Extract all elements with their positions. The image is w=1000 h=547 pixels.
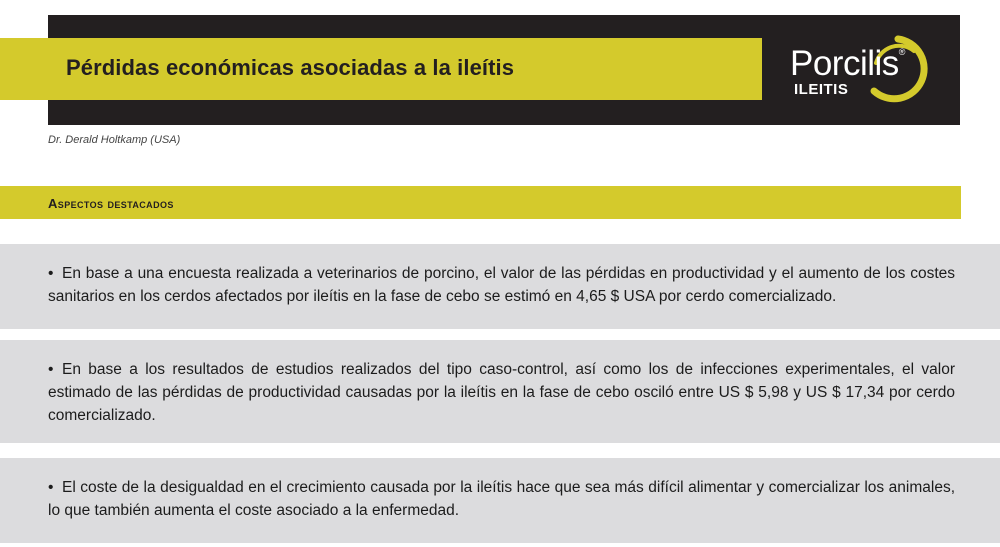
bullet-panel [0, 244, 1000, 329]
bullet-item [48, 358, 955, 427]
bullet-text: En base a los resultados de estudios realizados del tipo caso-control, así como los de infecciones experimentales, el valor estimado de las pérdidas de productividad causadas por la ileítis en la fase de cebo osciló entre US $ 5,98 y US $ 17,34 por cerdo comercializado. [48, 361, 955, 424]
section-title: Aspectos destacados [48, 196, 174, 211]
bullet-dot-icon: • [48, 479, 54, 496]
bullet-panel [0, 340, 1000, 443]
bullet-text: En base a una encuesta realizada a veterinarios de porcino, el valor de las pérdidas en productividad y el aumento de los costes sanitarios en los cerdos afectados por ileítis en la fase de cebo se estimó en 4,65 $ USA por cerdo comercializado. [48, 265, 955, 305]
page-title: Pérdidas económicas asociadas a la ileítis [66, 55, 515, 80]
bullet-item [48, 476, 955, 522]
logo-subtitle: ILEITIS [794, 81, 849, 98]
logo-wordmark: Porcilis® [790, 44, 905, 83]
brand-logo [786, 33, 936, 105]
bullet-dot-icon: • [48, 361, 54, 378]
bullet-text: El coste de la desigualdad en el crecimiento causada por la ileítis hace que sea más difícil alimentar y comercializar los animales, lo que también aumenta el coste asociado a la enfermedad. [48, 479, 955, 519]
author-line: Dr. Derald Holtkamp (USA) [48, 134, 181, 146]
bullet-item [48, 262, 955, 308]
bullet-panel [0, 458, 1000, 543]
bullet-dot-icon: • [48, 265, 54, 282]
